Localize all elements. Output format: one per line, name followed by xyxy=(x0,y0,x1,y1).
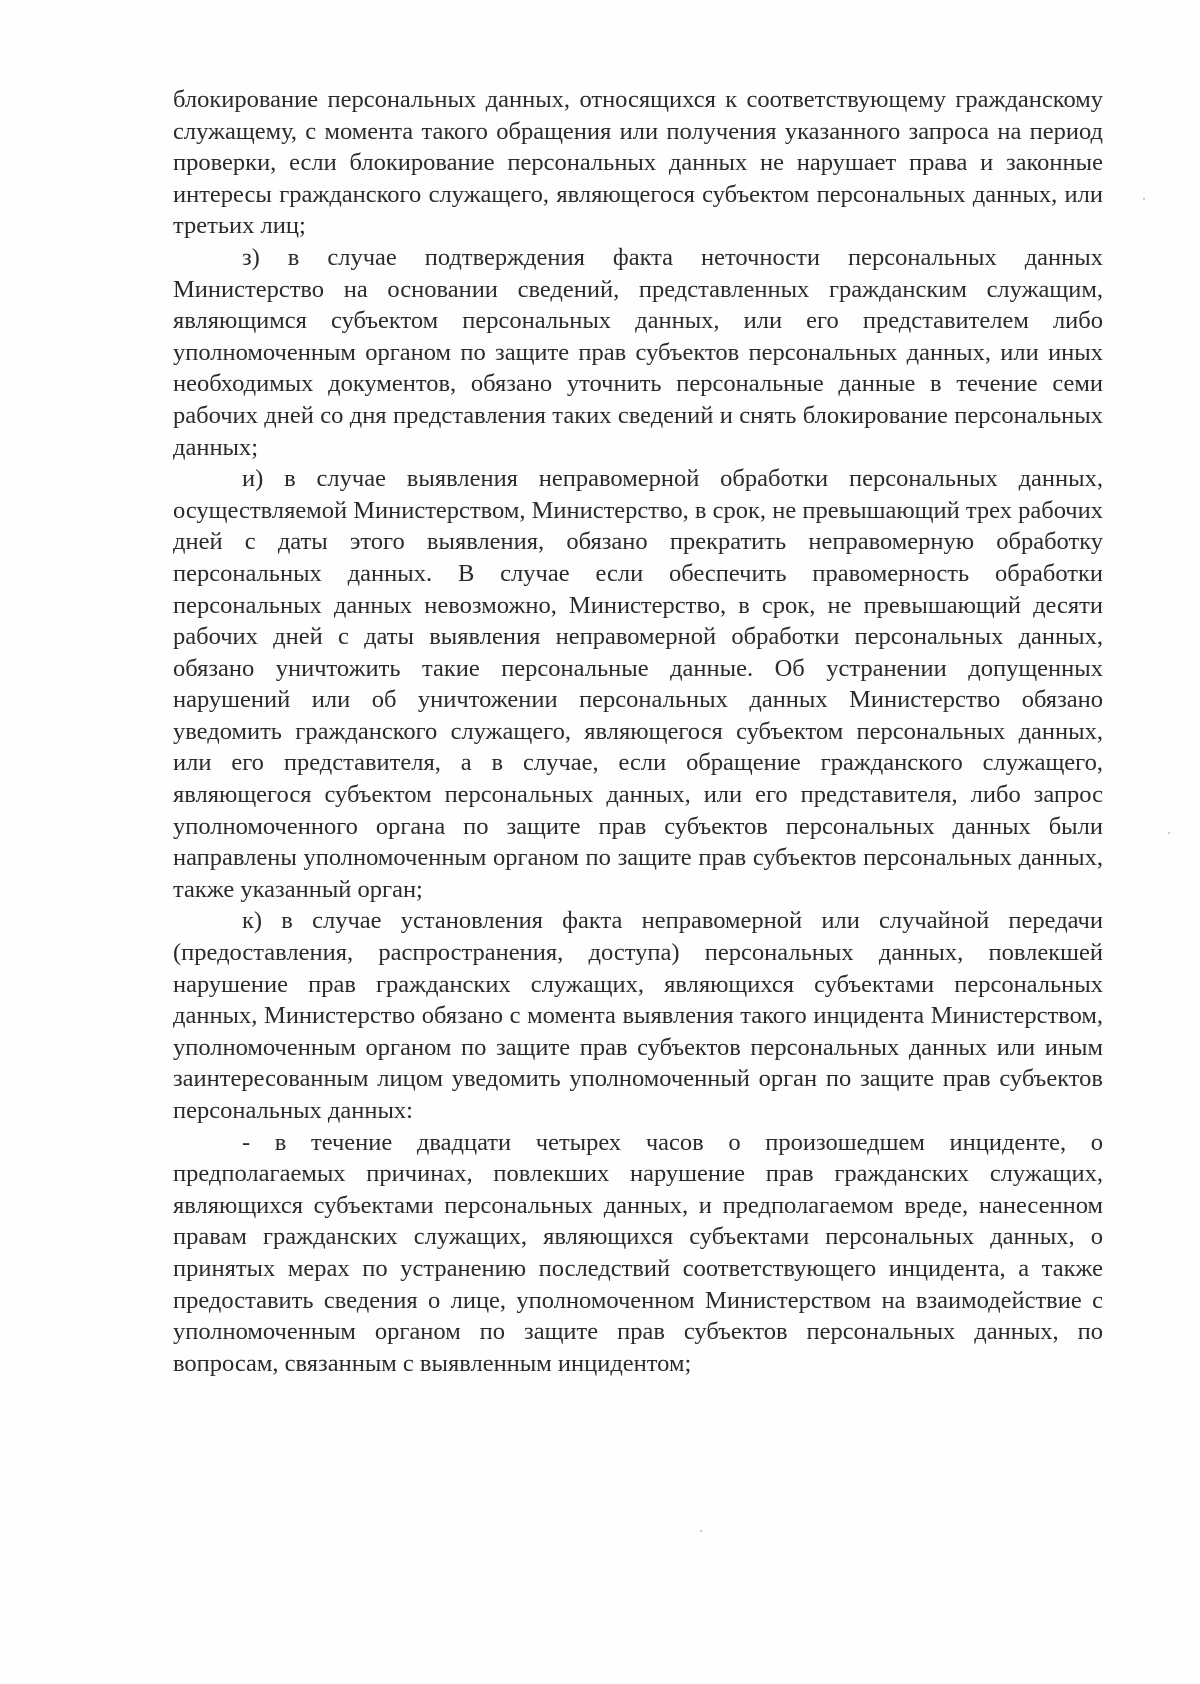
document-body xyxy=(173,84,1103,1379)
scan-speck xyxy=(1168,832,1170,834)
paragraph-continuation: блокирование персональных данных, относящихся к соответствующему гражданскому служащему, с момента такого обращения или получения указанного запроса на период проверки, если блокирование персональных данных не нарушает права и законные интересы гражданского служащего, являющегося субъектом персональных данных, или третьих лиц; xyxy=(173,86,1103,240)
paragraph-dash-item: - в течение двадцати четырех часов о произошедшем инциденте, о предполагаемых причинах, повлекших нарушение прав гражданских служащих, являющихся субъектами персональных данных, и предполагаемом вреде, нанесенном правам гражданских служащих, являющихся субъектами персональных данных, о принятых мерах по устранению последствий соответствующего инцидента, а также предоставить сведения о лице, уполномоченном Министерством на взаимодействие с уполномоченным органом по защите прав субъектов персональных данных, по вопросам, связанным с выявленным инцидентом; xyxy=(173,1128,1103,1377)
scan-speck xyxy=(1143,198,1145,200)
scan-speck xyxy=(700,1530,702,1532)
paragraph-item-z: з) в случае подтверждения факта неточности персональных данных Министерство на основании сведений, представленных гражданским служащим, являющимся субъектом персональных данных, или его представителем либо уполномоченным органом по защите прав субъектов персональных данных, или иных необходимых документов, обязано уточнить персональные данные в течение семи рабочих дней со дня представления таких сведений и снять блокирование персональных данных; xyxy=(173,243,1103,461)
paragraph-item-k: к) в случае установления факта неправомерной или случайной передачи (предоставления, распространения, доступа) персональных данных, повлекшей нарушение прав гражданских служащих, являющихся субъектами персональных данных, Министерство обязано с момента выявления такого инцидента Министерством, уполномоченным органом по защите прав субъектов персональных данных или иным заинтересованным лицом уведомить уполномоченный орган по защите прав субъектов персональных данных: xyxy=(173,907,1103,1124)
paragraph-item-i: и) в случае выявления неправомерной обработки персональных данных, осуществляемой Министерством, Министерство, в срок, не превышающий трех рабочих дней с даты этого выявления, обязано прекратить неправомерную обработку персональных данных. В случае если обеспечить правомерность обработки персональных данных невозможно, Министерство, в срок, не превышающий десяти рабочих дней с даты выявления неправомерной обработки персональных данных, обязано уничтожить такие персональные данные. Об устранении допущенных нарушений или об уничтожении персональных данных Министерство обязано уведомить гражданского служащего, являющегося субъектом персональных данных, или его представителя, а в случае, если обращение гражданского служащего, являющегося субъектом персональных данных, или его представителя, либо запрос уполномоченного органа по защите прав субъектов персональных данных были направлены уполномоченным органом по защите прав субъектов персональных данных, также указанный орган; xyxy=(173,465,1103,903)
